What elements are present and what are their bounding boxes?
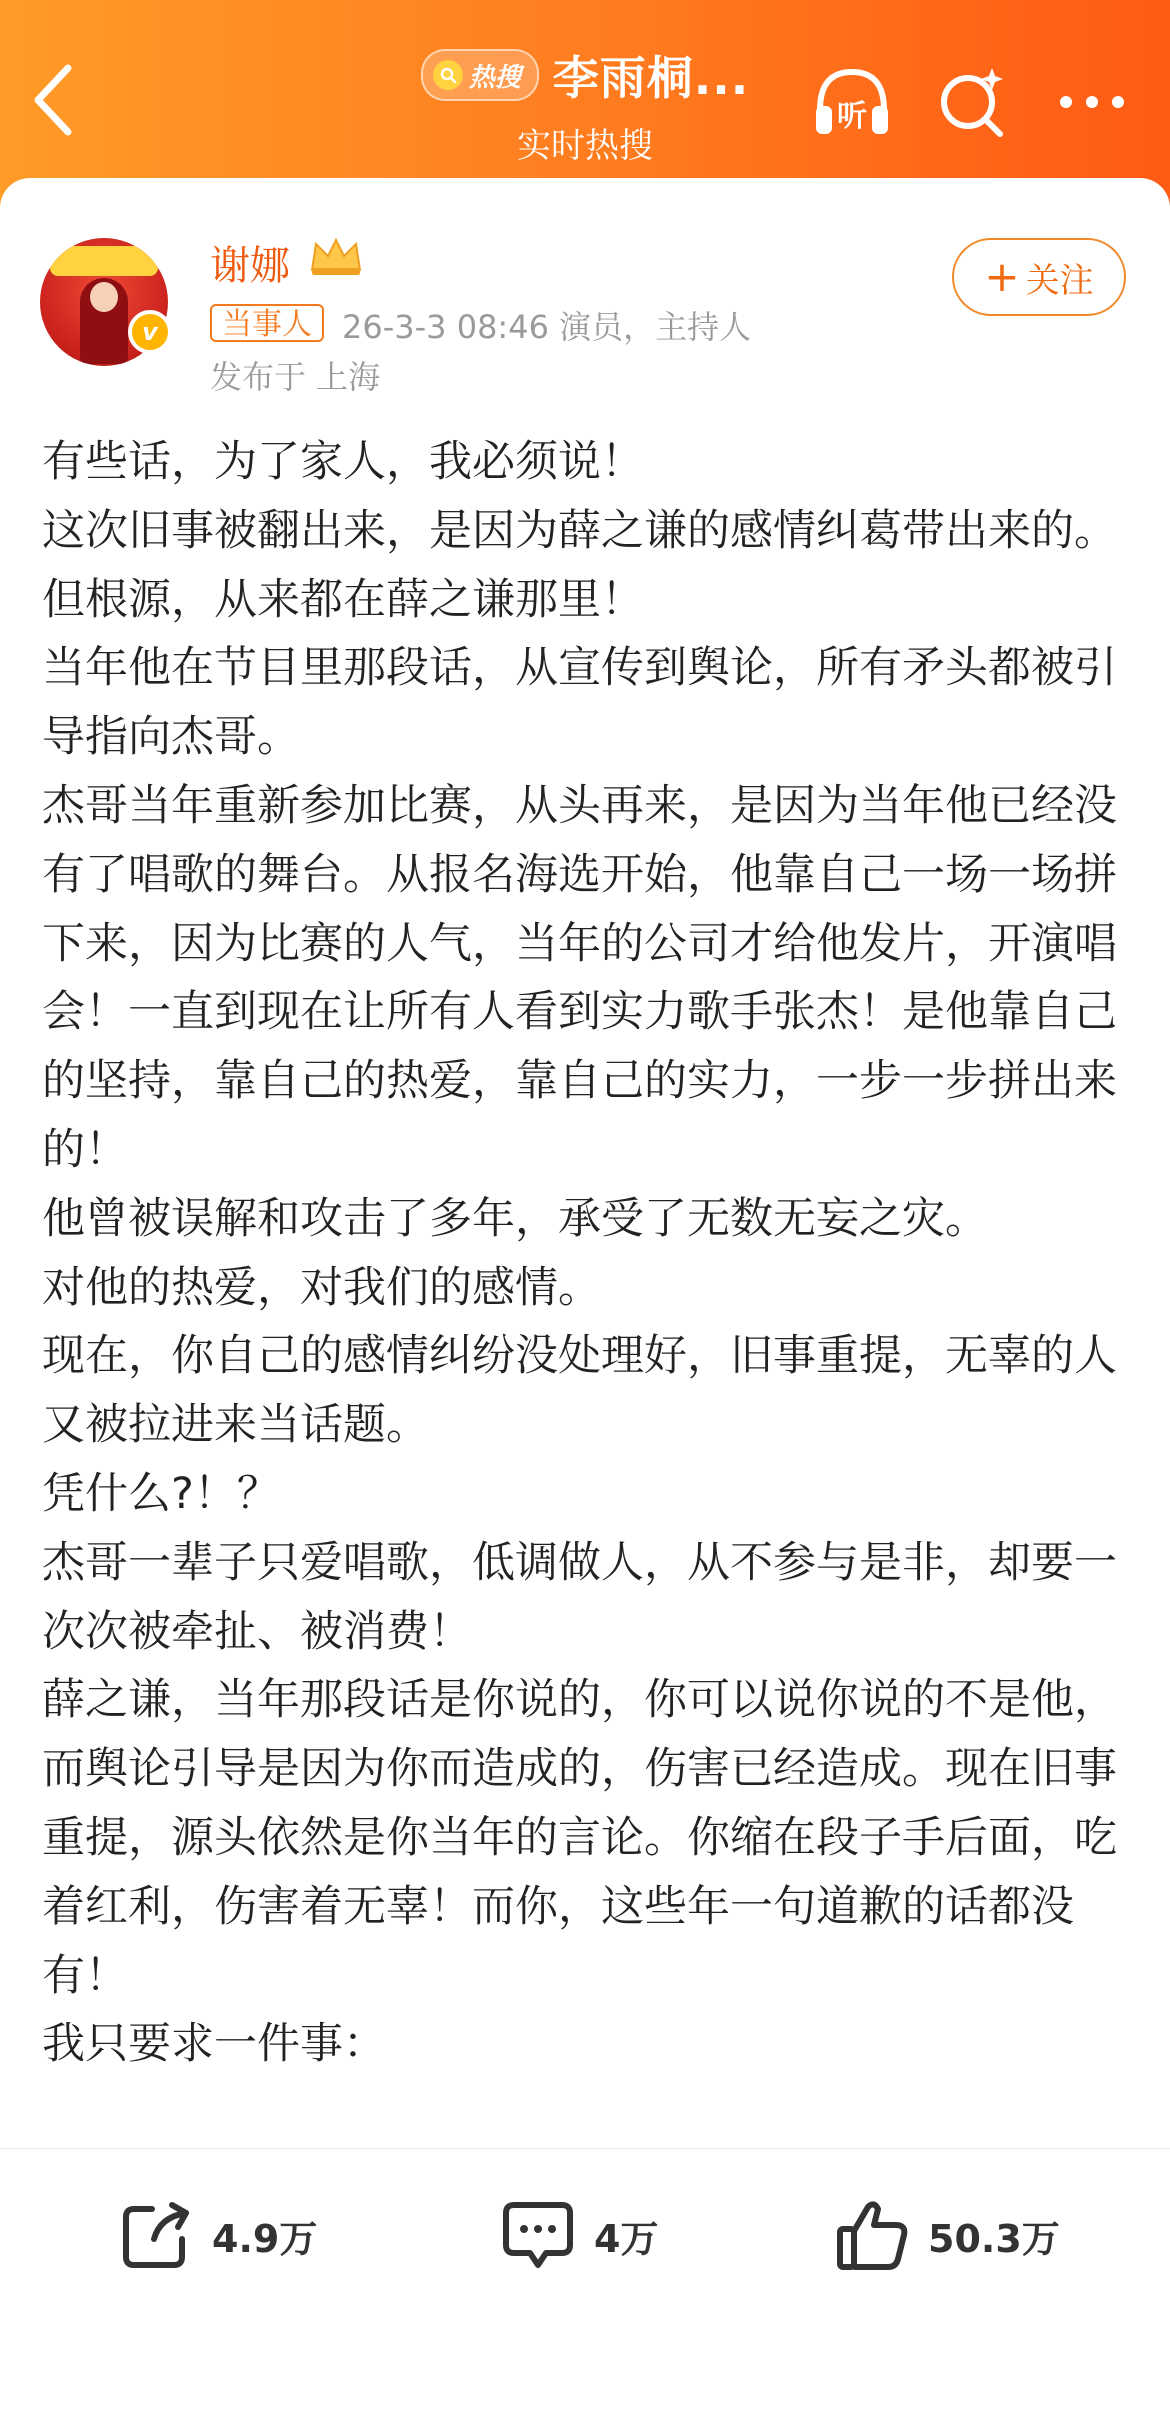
- comment-button[interactable]: [500, 2197, 658, 2273]
- topic-title[interactable]: 李雨桐...: [552, 51, 750, 105]
- post-paragraph: 对他的热爱，对我们的感情。: [42, 1262, 601, 1313]
- post-paragraph: 当年他在节目里那段话，从宣传到舆论，所有矛头都被引导指向杰哥。: [42, 643, 1117, 763]
- bottom-action-bar: [0, 2148, 1170, 2415]
- post-paragraph: 凭什么?！？: [42, 1468, 280, 1519]
- verified-mark: v: [142, 318, 158, 346]
- ai-search-button[interactable]: [930, 60, 1014, 144]
- like-count: 50.3万: [928, 2216, 1060, 2261]
- like-button[interactable]: [834, 2197, 1060, 2273]
- post-paragraph: 杰哥当年重新参加比赛，从头再来，是因为当年他已经没有了唱歌的舞台。从报名海选开始，他靠自己一场一场拼下来，因为比赛的人气，当年的公司才给他发片，开演唱会！一直到现在让所有人看到实力歌手张杰！是他靠自己的坚持，靠自己的热爱，靠自己的实力，一步一步拼出来的！: [42, 780, 1117, 1175]
- hot-search-badge[interactable]: [421, 49, 539, 101]
- post-paragraph: 杰哥一辈子只爱唱歌，低调做人，从不参与是非，却要一次次被牵扯、被消费！: [42, 1537, 1117, 1657]
- listen-button[interactable]: [810, 60, 894, 144]
- crown-icon: [308, 234, 364, 278]
- like-icon: [834, 2197, 910, 2273]
- post-meta: 26-3-3 08:46 演员，主持人: [342, 308, 752, 346]
- hot-search-label: 热搜: [468, 62, 521, 93]
- post-paragraph: 我只要求一件事：: [42, 2019, 386, 2070]
- search-icon: [433, 60, 463, 90]
- author-name[interactable]: 谢娜: [210, 243, 290, 289]
- avatar-face: [90, 282, 118, 312]
- post-paragraph: 有些话，为了家人，我必须说！: [42, 437, 644, 487]
- post-paragraph: 他曾被误解和攻击了多年，承受了无数无妄之灾。: [42, 1193, 988, 1244]
- share-button[interactable]: [118, 2197, 317, 2273]
- topic-subtitle: 实时热搜: [517, 126, 653, 166]
- follow-button[interactable]: [952, 238, 1126, 316]
- role-tag: 当事人: [210, 304, 324, 342]
- follow-plus-icon: +: [984, 252, 1020, 301]
- post-card: [0, 178, 1170, 2414]
- post-paragraph: 现在，你自己的感情纠纷没处理好，旧事重提，无辜的人又被拉进来当话题。: [42, 1331, 1117, 1451]
- listen-label: 听: [837, 99, 867, 134]
- more-button[interactable]: [1050, 60, 1134, 144]
- headphones-icon: [810, 60, 894, 144]
- verified-icon: [128, 310, 172, 354]
- follow-label: 关注: [1025, 260, 1094, 301]
- comment-count: 4万: [594, 2216, 659, 2261]
- share-icon: [118, 2197, 194, 2273]
- ai-search-icon: [930, 60, 1014, 144]
- post-location: 发布于 上海: [210, 358, 381, 396]
- share-count: 4.9万: [212, 2216, 318, 2261]
- more-icon: [1050, 60, 1134, 144]
- comment-icon: [500, 2197, 576, 2273]
- post-paragraph: 这次旧事被翻出来，是因为薛之谦的感情纠葛带出来的。: [42, 505, 1117, 556]
- post-paragraph: 但根源，从来都在薛之谦那里！: [42, 574, 644, 625]
- post-paragraph: 薛之谦，当年那段话是你说的，你可以说你说的不是他，而舆论引导是因为你而造成的，伤害已经造成。现在旧事重提，源头依然是你当年的言论。你缩在段子手后面，吃着红利，伤害着无辜！而你，这些年一句道歉的话都没有！: [42, 1675, 1117, 2001]
- post-body: [42, 428, 1132, 2079]
- avatar-banner: [50, 246, 158, 276]
